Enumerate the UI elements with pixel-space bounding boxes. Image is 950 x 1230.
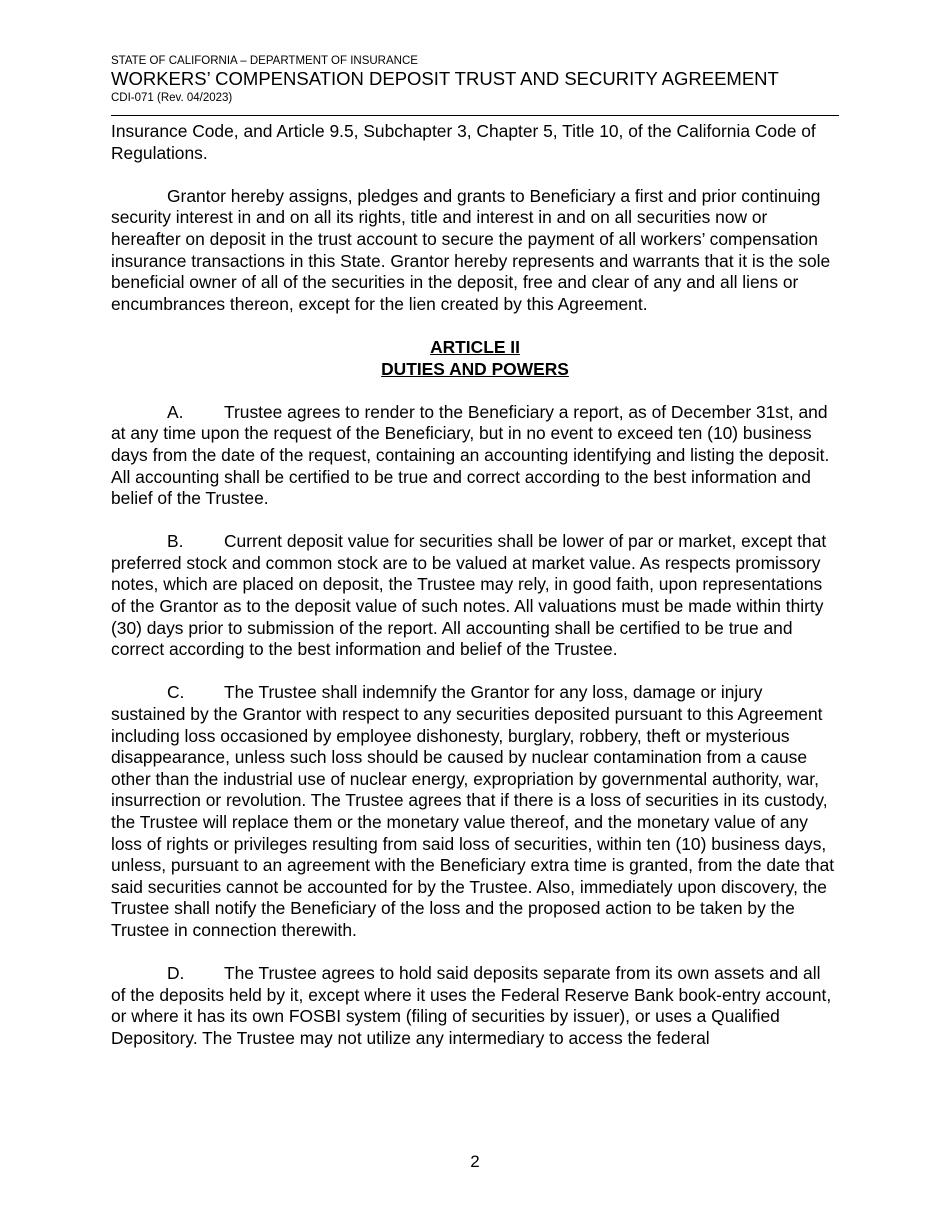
header-agency: STATE OF CALIFORNIA – DEPARTMENT OF INSURANCE [111,55,418,67]
document-body [111,121,839,1071]
header-title: WORKERS’ COMPENSATION DEPOSIT TRUST AND SECURITY AGREEMENT [111,68,779,89]
paragraph-text: The Trustee shall indemnify the Grantor for any loss, damage or injury sustained by the Grantor with respect to any securities deposited pursuant to this Agreement including loss occasioned by employee dishonesty, burglary, robbery, theft or mysterious disappearance, unless such loss should be caused by nuclear contamination from a cause other than the industrial use of nuclear energy, expropriation by governmental authority, war, insurrection or revolution. The Trustee agrees that if there is a loss of securities in its custody, the Trustee will replace them or the monetary value thereof, and the monetary value of any loss of rights or privileges resulting from said loss of securities, within ten (10) business days, unless, pursuant to an agreement with the Beneficiary extra time is granted, from the date that said securities cannot be accounted for by the Trustee. Also, immediately upon discovery, the Trustee shall notify the Beneficiary of the loss and the proposed action to be taken by the Trustee in connection therewith. [111,682,835,940]
paragraph-b [111,531,839,661]
paragraph-text: Trustee agrees to render to the Beneficiary a report, as of December 31st, and at any time upon the request of the Beneficiary, but in no event to exceed ten (10) business days from the date of the request, containing an accounting identifying and listing the deposit. All accounting shall be certified to be true and correct according to the best information and belief of the Trustee. [111,401,830,509]
header-form-number: CDI-071 (Rev. 04/2023) [111,92,233,104]
article-title: ARTICLE II [430,336,520,357]
paragraph-text: The Trustee agrees to hold said deposits separate from its own assets and all of the deposits held by it, except where it uses the Federal Reserve Bank book-entry account, or where it has its own FOSBI system (filing of securities by issuer), or uses a Qualified Depository. The Trustee may not utilize any intermediary to access the federal [111,963,832,1048]
paragraph-letter: A. [167,401,184,422]
page-number: 2 [470,1152,480,1171]
paragraph-letter: C. [167,682,185,703]
paragraph-text: Current deposit value for securities shall be lower of par or market, except that preferred stock and common stock are to be valued at market value. As respects promissory notes, which are placed on deposit, the Trustee may rely, in good faith, upon representations of the Grantor as to the deposit value of such notes. All valuations must be made within thirty (30) days prior to submission of the report. All accounting shall be certified to be true and correct according to the best information and belief of the Trustee. [111,531,827,660]
paragraph-c [111,682,839,941]
article-subtitle: DUTIES AND POWERS [381,358,569,379]
paragraph-a [111,402,839,510]
header-divider [111,115,839,116]
paragraph-d [111,963,839,1049]
article-heading [111,337,839,380]
paragraph-letter: D. [167,963,185,984]
continuation-paragraph: Insurance Code, and Article 9.5, Subchapter 3, Chapter 5, Title 10, of the California Code of Regulations. [111,121,816,163]
paragraph-letter: B. [167,531,184,552]
grantor-paragraph: Grantor hereby assigns, pledges and grants to Beneficiary a first and prior continuing security interest in and on all its rights, title and interest in and on all securities now or hereafter on deposit in the trust account to secure the payment of all workers’ compensation insurance transactions in this State. Grantor hereby represents and warrants that it is the sole beneficial owner of all of the securities in the deposit, free and clear of any and all liens or encumbrances thereon, except for the lien created by this Agreement. [111,185,831,314]
